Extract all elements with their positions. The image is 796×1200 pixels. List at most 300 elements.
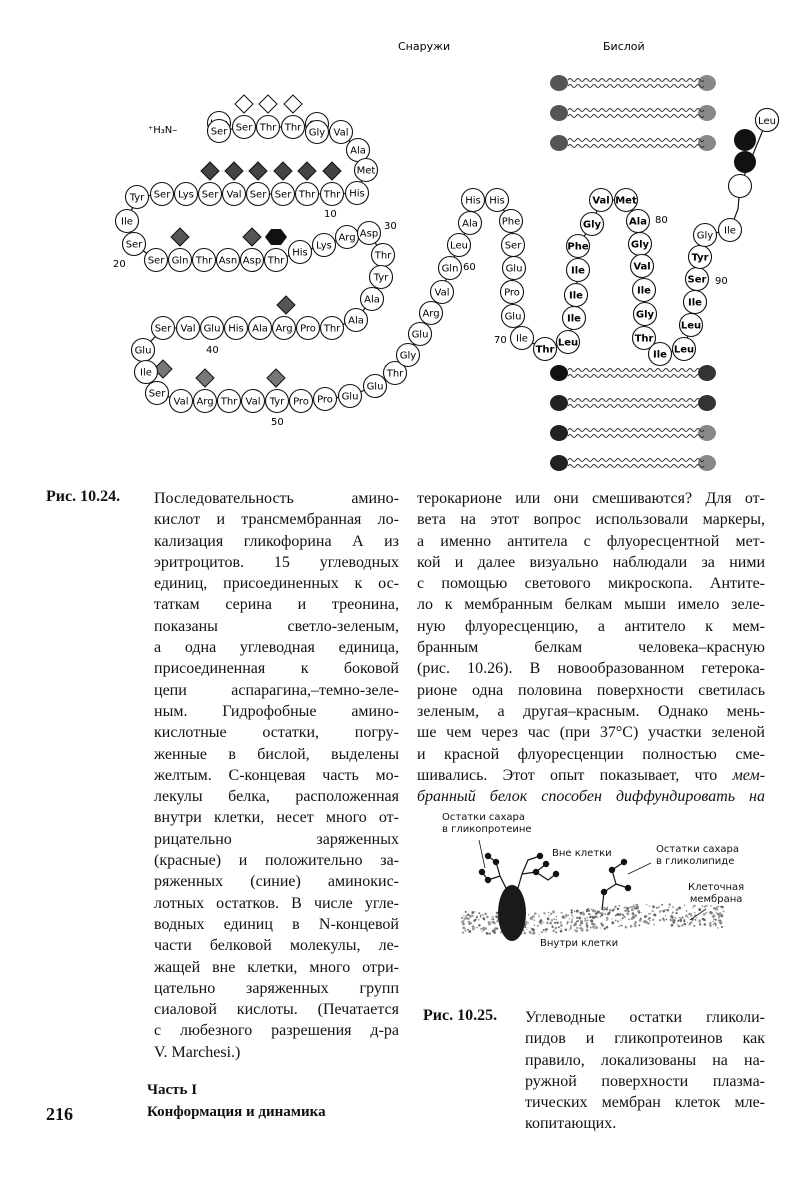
- membrane-speck: [593, 928, 594, 929]
- italic-text: бранный белок способен диффундировать на: [417, 788, 765, 806]
- membrane-speck: [573, 924, 576, 927]
- membrane-speck: [622, 917, 624, 919]
- residue-label: Ser: [154, 323, 172, 335]
- membrane-speck: [581, 928, 583, 930]
- membrane-speck: [576, 927, 578, 929]
- text-line: и красной флуоресценции полностью сме-: [417, 745, 765, 763]
- membrane-speck: [586, 910, 589, 913]
- residue-label: His: [292, 247, 308, 259]
- residue-label: Ser: [504, 240, 522, 252]
- residue-label: Ser: [125, 239, 143, 251]
- membrane-speck: [684, 905, 685, 906]
- label-line: Остатки сахара: [656, 844, 740, 855]
- residue-label: Gln: [171, 255, 189, 267]
- membrane-speck: [634, 921, 637, 924]
- membrane-speck: [571, 914, 573, 916]
- membrane-speck: [602, 925, 604, 927]
- membrane-speck: [579, 925, 581, 927]
- membrane-speck: [548, 915, 549, 916]
- membrane-speck: [715, 924, 716, 925]
- text-line: а одна углеводная единица,: [154, 639, 399, 657]
- membrane-speck: [561, 928, 562, 929]
- residue-label: Leu: [680, 320, 702, 332]
- membrane-speck: [554, 922, 556, 924]
- membrane-speck: [661, 910, 662, 911]
- membrane-speck: [594, 924, 596, 926]
- membrane-speck: [678, 907, 681, 910]
- membrane-speck: [538, 914, 539, 915]
- residue-label: Thr: [195, 255, 213, 267]
- membrane-speck: [554, 927, 557, 930]
- residue-label: Val: [333, 127, 349, 139]
- membrane-speck: [571, 909, 573, 911]
- membrane-speck: [478, 912, 480, 914]
- residue-label: Ser: [148, 388, 166, 400]
- text-line: рицательно заряженных: [154, 830, 399, 848]
- residue-label: Arg: [196, 396, 214, 408]
- membrane-speck: [652, 905, 655, 908]
- residue-label: Val: [180, 323, 196, 335]
- membrane-speck: [602, 908, 605, 911]
- membrane-speck: [463, 923, 465, 925]
- membrane-speck: [558, 926, 560, 928]
- membrane-speck: [584, 919, 586, 921]
- membrane-speck: [471, 914, 474, 917]
- residue-label: Gly: [308, 127, 326, 139]
- membrane-speck: [661, 904, 663, 906]
- residue-label: Thr: [220, 396, 238, 408]
- residue-label: Tyr: [691, 252, 709, 264]
- membrane-speck: [601, 914, 604, 917]
- membrane-speck: [484, 912, 487, 915]
- membrane-speck: [500, 932, 501, 933]
- membrane-speck: [576, 910, 579, 913]
- membrane-speck: [605, 913, 606, 914]
- membrane-speck: [595, 926, 598, 929]
- membrane-speck: [480, 916, 481, 917]
- membrane-speck: [553, 918, 554, 919]
- membrane-speck: [587, 920, 588, 921]
- membrane-speck: [634, 925, 637, 928]
- text-line: цательно заряженных групп: [154, 979, 399, 997]
- membrane-speck: [549, 922, 552, 925]
- membrane-speck: [560, 930, 563, 933]
- membrane-speck: [539, 916, 540, 917]
- membrane-speck: [692, 907, 693, 908]
- membrane-speck: [482, 927, 485, 930]
- membrane-speck: [677, 925, 678, 926]
- membrane-speck: [675, 908, 678, 911]
- membrane-speck: [496, 912, 499, 915]
- membrane-speck: [629, 907, 630, 908]
- sugar-protein-label: [442, 812, 532, 836]
- text-line: Углеводные остатки гликоли-: [525, 1009, 765, 1026]
- residue-label: Lys: [178, 189, 194, 201]
- membrane-speck: [464, 930, 466, 932]
- membrane-speck: [594, 910, 597, 913]
- membrane-speck: [542, 922, 544, 924]
- membrane-speck: [677, 923, 678, 924]
- membrane-speck: [615, 919, 617, 921]
- residue-label: Glu: [504, 311, 522, 323]
- membrane-speck: [577, 921, 578, 922]
- page-number: 216: [46, 1104, 73, 1124]
- membrane-speck: [486, 932, 489, 935]
- residue-label: Leu: [673, 344, 695, 356]
- membrane-speck: [556, 921, 558, 923]
- residue-number: 40: [206, 345, 219, 356]
- membrane-speck: [496, 927, 498, 929]
- membrane-speck: [569, 918, 571, 920]
- text-line: с помощью светового микроскопа. Антите-: [417, 575, 765, 593]
- membrane-speck: [574, 929, 576, 931]
- membrane-speck: [543, 912, 545, 914]
- membrane-speck: [652, 919, 654, 921]
- residue-label: Glu: [505, 263, 523, 275]
- membrane-speck: [472, 925, 475, 928]
- residue-label: Leu: [557, 337, 579, 349]
- residue-label: Asp: [242, 255, 262, 267]
- membrane-speck: [674, 917, 676, 919]
- label-line: Клеточная: [688, 882, 745, 893]
- membrane-speck: [566, 923, 568, 925]
- label-line: в гликолипиде: [656, 856, 735, 867]
- membrane-speck: [633, 904, 634, 905]
- residue-label: Ala: [629, 216, 647, 228]
- membrane-speck: [675, 912, 677, 914]
- text-line: ло к мембранным белкам мыши имело зеле-: [417, 596, 765, 614]
- residue-label: Arg: [338, 232, 356, 244]
- membrane-speck: [615, 915, 616, 916]
- text-line: лекулы белка, расположенная: [154, 788, 399, 806]
- residue-label: Val: [434, 287, 450, 299]
- membrane-speck: [690, 913, 691, 914]
- membrane-speck: [640, 918, 642, 920]
- text-line: эритроцитов. 15 углеводных: [154, 553, 399, 571]
- residue-label: Val: [633, 261, 651, 273]
- membrane-speck: [537, 925, 539, 927]
- membrane-speck: [597, 911, 600, 914]
- membrane-speck: [579, 927, 581, 929]
- membrane-speck: [649, 905, 650, 906]
- membrane-speck: [715, 908, 717, 910]
- membrane-speck: [613, 908, 615, 910]
- residue-label: Thr: [386, 368, 404, 380]
- residue-label: Ser: [235, 122, 253, 134]
- residue-label: Ile: [569, 290, 583, 302]
- residue-number: 30: [384, 221, 397, 232]
- membrane-speck: [648, 923, 650, 925]
- membrane-speck: [478, 925, 480, 927]
- text-line: кислот и трансмембранная ло-: [154, 511, 399, 529]
- membrane-speck: [575, 930, 578, 933]
- residue-label: Asn: [218, 255, 238, 267]
- text-line: цепи аспарагина,–темно-зеле-: [154, 681, 399, 699]
- membrane-speck: [609, 909, 612, 912]
- membrane-speck: [569, 929, 570, 930]
- text-line: Последовательность амино-: [154, 490, 399, 507]
- membrane-speck: [677, 921, 678, 922]
- text-line: кализация гликофорина А из: [154, 532, 399, 550]
- outside-cell-label: Вне клетки: [552, 848, 612, 859]
- residue-label: Ile: [140, 367, 152, 379]
- residue-label: His: [465, 195, 481, 207]
- residue-label: Arg: [422, 308, 440, 320]
- label-line: в гликопротеине: [442, 824, 532, 835]
- text-line: вета на этот вопрос использовали маркеры,: [417, 511, 765, 529]
- membrane-speck: [694, 912, 696, 914]
- membrane-speck: [543, 929, 545, 931]
- membrane-speck: [486, 916, 489, 919]
- membrane-speck: [462, 931, 464, 933]
- membrane-speck: [541, 931, 543, 933]
- membrane-speck: [556, 919, 557, 920]
- membrane-speck: [572, 917, 573, 918]
- membrane-speck: [491, 917, 492, 918]
- residue-label: Thr: [284, 122, 302, 134]
- membrane-speck: [634, 923, 636, 925]
- membrane-speck: [551, 926, 553, 928]
- text-line: ную флуоресценцию, а антитело к мем-: [417, 617, 765, 635]
- text-line: ряженных (синие) аминокис-: [154, 873, 399, 891]
- membrane-speck: [649, 920, 651, 922]
- membrane-label: [688, 882, 744, 906]
- residue-label: Ser: [249, 189, 267, 201]
- residue-number: 70: [494, 335, 507, 346]
- membrane-speck: [587, 917, 588, 918]
- membrane-speck: [565, 915, 567, 917]
- membrane-speck: [619, 905, 621, 907]
- residue-label: Met: [356, 165, 376, 177]
- residue-label: Leu: [450, 240, 468, 252]
- membrane-speck: [533, 919, 535, 921]
- bilayer-label: Бислой: [603, 40, 645, 53]
- membrane-speck: [672, 906, 674, 908]
- residue-label: Glu: [411, 329, 429, 341]
- residue-label: Gly: [630, 239, 650, 251]
- membrane-speck: [578, 917, 581, 920]
- text-line: бранным белкам человека–красную: [417, 639, 765, 657]
- membrane-speck: [596, 916, 598, 918]
- membrane-speck: [627, 913, 630, 916]
- membrane-speck: [631, 908, 634, 911]
- label-line: мембрана: [689, 894, 743, 905]
- membrane-speck: [631, 917, 634, 920]
- membrane-speck: [571, 912, 573, 914]
- membrane-speck: [545, 931, 547, 933]
- residue-number: 20: [113, 259, 126, 270]
- residue-label: Ile: [567, 313, 581, 325]
- membrane-speck: [662, 910, 664, 912]
- residue-label: Arg: [275, 323, 293, 335]
- sugar-lipid-label: [656, 844, 739, 868]
- residue-label: Gly: [399, 350, 417, 362]
- residue-label: His: [228, 323, 244, 335]
- membrane-speck: [591, 908, 593, 910]
- text-line: лотных остатков. В числе угле-: [154, 894, 399, 912]
- residue-number: 80: [655, 215, 668, 226]
- membrane-speck: [658, 906, 660, 908]
- text-line: (рис. 10.26). В новообразованном гетерока-: [417, 660, 765, 678]
- residue-label: Phe: [567, 241, 589, 253]
- text-line: с любезного разрешения д-ра: [154, 1022, 399, 1040]
- membrane-speck: [593, 909, 594, 910]
- membrane-speck: [618, 926, 619, 927]
- membrane-speck: [529, 931, 532, 934]
- membrane-speck: [461, 917, 463, 919]
- membrane-speck: [576, 920, 578, 922]
- membrane-speck: [696, 917, 697, 918]
- membrane-speck: [587, 925, 589, 927]
- residue-label: Glu: [203, 323, 221, 335]
- text-line: рионе одна половина поверхности светилась: [417, 681, 765, 699]
- residue-label: Gly: [582, 219, 602, 231]
- membrane-speck: [665, 915, 666, 916]
- residue-label: Lys: [316, 240, 332, 252]
- membrane-speck: [600, 916, 601, 917]
- membrane-speck: [464, 928, 466, 930]
- membrane-speck: [720, 906, 722, 908]
- membrane-speck: [580, 922, 583, 925]
- residue-label: Ile: [121, 216, 133, 228]
- membrane-speck: [617, 913, 620, 916]
- text-line: кой и далее визуально наблюдали за ними: [417, 553, 765, 571]
- membrane-speck: [471, 911, 474, 914]
- inside-cell-label: Внутри клетки: [540, 938, 619, 949]
- membrane-speck: [547, 917, 550, 920]
- membrane-speck: [621, 925, 623, 927]
- membrane-speck: [567, 914, 569, 916]
- residue-label: Ile: [571, 265, 585, 277]
- membrane-speck: [709, 912, 711, 914]
- residue-number: 90: [715, 276, 728, 287]
- residue-label: Ser: [687, 274, 707, 286]
- membrane-speck: [721, 926, 723, 928]
- figure-number-1025: Рис. 10.25.: [423, 1007, 498, 1024]
- membrane-speck: [552, 910, 555, 913]
- residue-label: Ser: [153, 189, 171, 201]
- residue-label: Glu: [134, 345, 152, 357]
- membrane-speck: [466, 914, 468, 916]
- membrane-speck: [478, 919, 480, 921]
- membrane-speck: [488, 923, 491, 926]
- residue-label: Ile: [637, 285, 651, 297]
- membrane-speck: [671, 916, 674, 919]
- membrane-speck: [565, 928, 568, 931]
- membrane-speck: [591, 922, 593, 924]
- membrane-speck: [652, 910, 654, 912]
- residue-label: Thr: [298, 189, 316, 201]
- membrane-speck: [491, 921, 493, 923]
- membrane-speck: [632, 912, 635, 915]
- membrane-speck: [483, 915, 484, 916]
- residue-label: Thr: [535, 344, 555, 356]
- membrane-speck: [464, 917, 466, 919]
- part-title: Конформация и динамика: [147, 1104, 326, 1120]
- membrane-speck: [600, 923, 602, 925]
- residue-label: Ser: [201, 189, 219, 201]
- membrane-speck: [617, 908, 619, 910]
- membrane-speck: [482, 917, 485, 920]
- membrane-speck: [671, 924, 674, 927]
- membrane-speck: [622, 914, 624, 916]
- membrane-speck: [474, 919, 476, 921]
- text-line: ным. Гидрофобные амино-: [154, 702, 399, 720]
- membrane-speck: [475, 911, 476, 912]
- membrane-speck: [538, 934, 539, 935]
- text-line: части белковой молекулы, ле-: [154, 937, 399, 955]
- text-line: женные в бислой, выделены: [154, 745, 399, 763]
- membrane-speck: [466, 918, 467, 919]
- membrane-speck: [653, 914, 656, 917]
- residue-label: Ile: [653, 349, 667, 361]
- membrane-speck: [668, 906, 670, 908]
- membrane-speck: [623, 916, 626, 919]
- membrane-speck: [717, 927, 719, 929]
- membrane-speck: [495, 915, 498, 918]
- membrane-speck: [718, 917, 720, 919]
- membrane-speck: [476, 927, 477, 928]
- residue-label: Glu: [341, 391, 359, 403]
- membrane-speck: [693, 925, 695, 927]
- residue-label: Ile: [724, 225, 736, 237]
- membrane-speck: [489, 932, 492, 935]
- membrane-speck: [687, 922, 688, 923]
- outside-label: Снаружи: [398, 40, 451, 53]
- membrane-speck: [624, 908, 625, 909]
- residue-label: Ser: [210, 126, 228, 138]
- membrane-speck: [606, 926, 609, 929]
- residue-label: Thr: [634, 333, 654, 345]
- membrane-speck: [481, 914, 483, 916]
- membrane-speck: [659, 919, 661, 921]
- membrane-speck: [723, 910, 725, 912]
- label-line: Остатки сахара: [442, 812, 526, 823]
- text-line: ше чем через час (при 37°С) участки зеленой: [417, 724, 765, 742]
- residue-label: Ala: [252, 323, 268, 335]
- membrane-speck: [703, 913, 706, 916]
- membrane-speck: [649, 913, 651, 915]
- text-line: V. Marchesi.): [154, 1043, 241, 1061]
- text-line: (красные) и положительно за-: [154, 852, 399, 870]
- membrane-speck: [626, 909, 629, 912]
- membrane-speck: [635, 907, 638, 910]
- residue-label: Val: [226, 189, 242, 201]
- membrane-speck: [719, 914, 722, 917]
- membrane-speck: [709, 922, 711, 924]
- residue-label: Pro: [504, 287, 520, 299]
- membrane-speck: [548, 912, 549, 913]
- membrane-speck: [680, 918, 682, 920]
- membrane-speck: [463, 915, 464, 916]
- membrane-speck: [561, 912, 563, 914]
- residue-label: Thr: [267, 255, 285, 267]
- membrane-speck: [666, 909, 667, 910]
- membrane-speck: [550, 913, 552, 915]
- residue-label: Tyr: [373, 272, 389, 284]
- membrane-speck: [688, 923, 690, 925]
- residue-label: Glu: [366, 381, 384, 393]
- membrane-speck: [703, 919, 706, 922]
- n-terminus: ⁺H₃N–: [148, 125, 178, 136]
- membrane-speck: [589, 914, 590, 915]
- figure-number-1024: Рис. 10.24.: [46, 488, 121, 505]
- membrane-speck: [600, 927, 601, 928]
- text-line: единиц, присоединенных к ос-: [154, 575, 399, 593]
- residue-label: Leu: [758, 116, 776, 127]
- membrane-speck: [713, 924, 714, 925]
- membrane-speck: [639, 925, 641, 927]
